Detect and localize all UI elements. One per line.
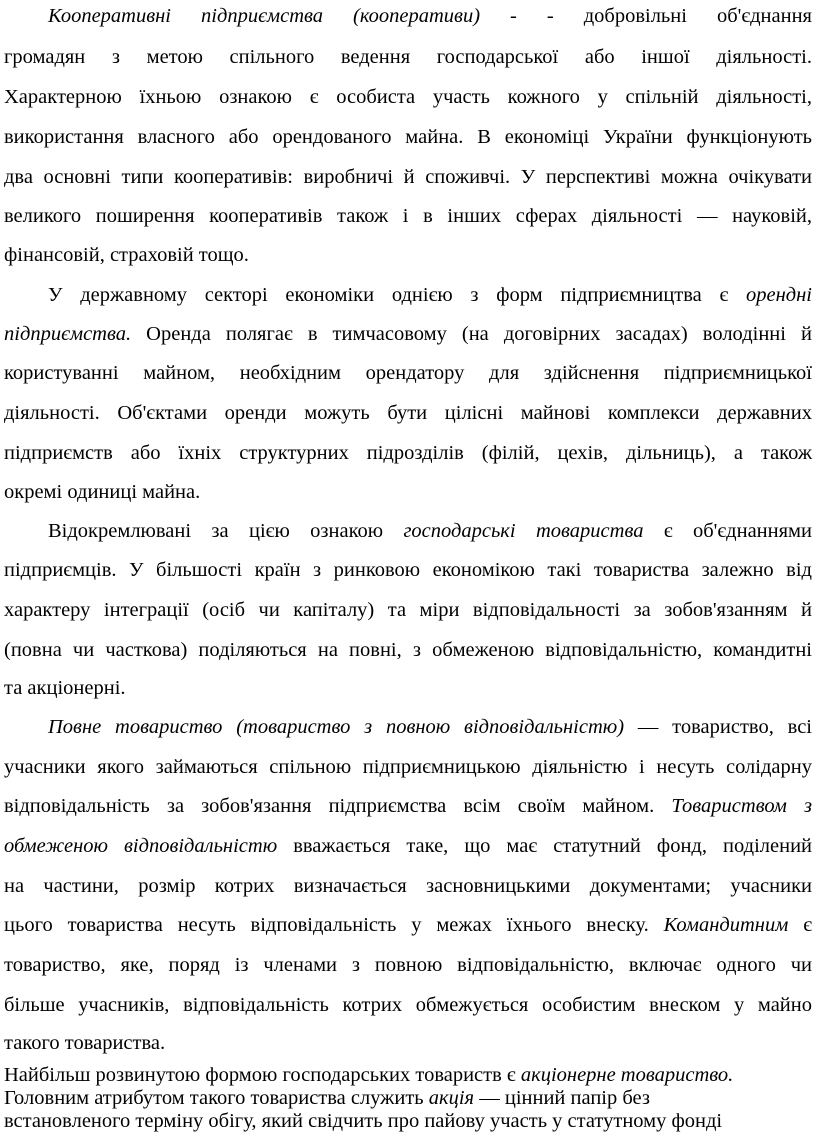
italic-term: обмеженою відповідальністю: [4, 835, 278, 857]
paragraph-1-line-5: два основні типи кооперативів: виробничі й споживчі. У перспективі можна очікувати: [4, 166, 812, 188]
paragraph-4-line-2: учасники якого займаються спільною підприємницькою діяльністю і несуть солідарну: [4, 756, 812, 778]
italic-term: орендні: [745, 284, 812, 306]
italic-term: акціонерне товариство.: [520, 1064, 734, 1086]
paragraph-2-line-3: користуванні майном, необхідним орендатору для здійснення підприємницької: [4, 362, 812, 384]
paragraph-2-line-2: підприємства. Оренда полягає в тимчасовому (на договірних засадах) володінні й: [4, 323, 812, 345]
paragraph-1-line-3: Характерною їхньою ознакою є особиста участь кожного у спільній діяльності,: [4, 86, 812, 108]
paragraph-5-line-2: Головним атрибутом такого товариства служить акція — цінний папір без: [4, 1087, 650, 1109]
italic-term: Кооперативні підприємства (кооперативи): [48, 5, 481, 27]
italic-term: Товариством з: [671, 795, 812, 817]
paragraph-5-line-1: Найбільш розвинутою формою господарських товариств є акціонерне товариство.: [4, 1064, 734, 1086]
paragraph-3-line-3: характеру інтеграції (осіб чи капіталу) та міри відповідальності за зобов'язанням й: [4, 599, 812, 621]
paragraph-4-line-4: обмеженою відповідальністю вважається таке, що має статутний фонд, поділений: [4, 835, 813, 857]
paragraph-1-line-1: Кооперативні підприємства (кооперативи) - - добровільні об'єднання: [48, 5, 812, 27]
italic-term: Командитним: [663, 914, 789, 936]
paragraph-1-line-2: громадян з метою спільного ведення господарської або іншої діяльності.: [4, 46, 812, 68]
paragraph-4-line-5: на частини, розмір котрих визначається засновницькими документами; учасники: [4, 875, 812, 897]
paragraph-4-line-3: відповідальність за зобов'язання підприємства всім своїм майном. Товариством з: [4, 795, 812, 817]
paragraph-1-line-4: використання власного або орендованого майна. В економіці України функціонують: [4, 126, 812, 148]
paragraph-4-line-7: товариство, яке, поряд із членами з повною відповідальністю, включає одного чи: [4, 954, 812, 976]
paragraph-1-line-7: фінансовій, страховій тощо.: [4, 244, 249, 266]
italic-term: акція: [428, 1087, 475, 1109]
paragraph-4-line-6: цього товариства несуть відповідальність у межах їхнього внеску. Командитним є: [4, 914, 812, 936]
paragraph-2-line-1: У державному секторі економіки однією з форм підприємництва є орендні: [48, 284, 812, 306]
paragraph-3-line-4: (повна чи часткова) поділяються на повні, з обмеженою відповідальністю, командитні: [4, 639, 812, 661]
paragraph-4-line-9: такого товариства.: [4, 1032, 166, 1054]
paragraph-2-line-4: діяльності. Об'єктами оренди можуть бути цілісні майнові комплекси державних: [4, 402, 812, 424]
italic-term: підприємства.: [4, 323, 132, 345]
paragraph-3-line-5: та акціонерні.: [4, 677, 126, 699]
paragraph-4-line-1: Повне товариство (товариство з повною відповідальністю) — товариство, всі: [48, 716, 812, 738]
italic-term: Повне товариство (товариство з повною відповідальністю): [48, 716, 625, 738]
italic-term: господарські товариства: [403, 520, 644, 542]
paragraph-3-line-1: Відокремлювані за цією ознакою господарські товариства є об'єднаннями: [48, 520, 812, 542]
paragraph-2-line-6: окремі одиниці майна.: [4, 481, 201, 503]
paragraph-2-line-5: підприємств або їхніх структурних підрозділів (філій, цехів, дільниць), а також: [4, 442, 812, 464]
paragraph-3-line-2: підприємців. У більшості країн з ринковою економікою такі товариства залежно від: [4, 559, 812, 581]
paragraph-1-line-6: великого поширення кооперативів також і в інших сферах діяльності — науковій,: [4, 205, 812, 227]
paragraph-4-line-8: більше учасників, відповідальність котрих обмежується особистим внеском у майно: [4, 994, 812, 1016]
paragraph-5-line-3: встановленого терміну обігу, який свідчить про пайову участь у статутному фонді: [4, 1110, 723, 1132]
